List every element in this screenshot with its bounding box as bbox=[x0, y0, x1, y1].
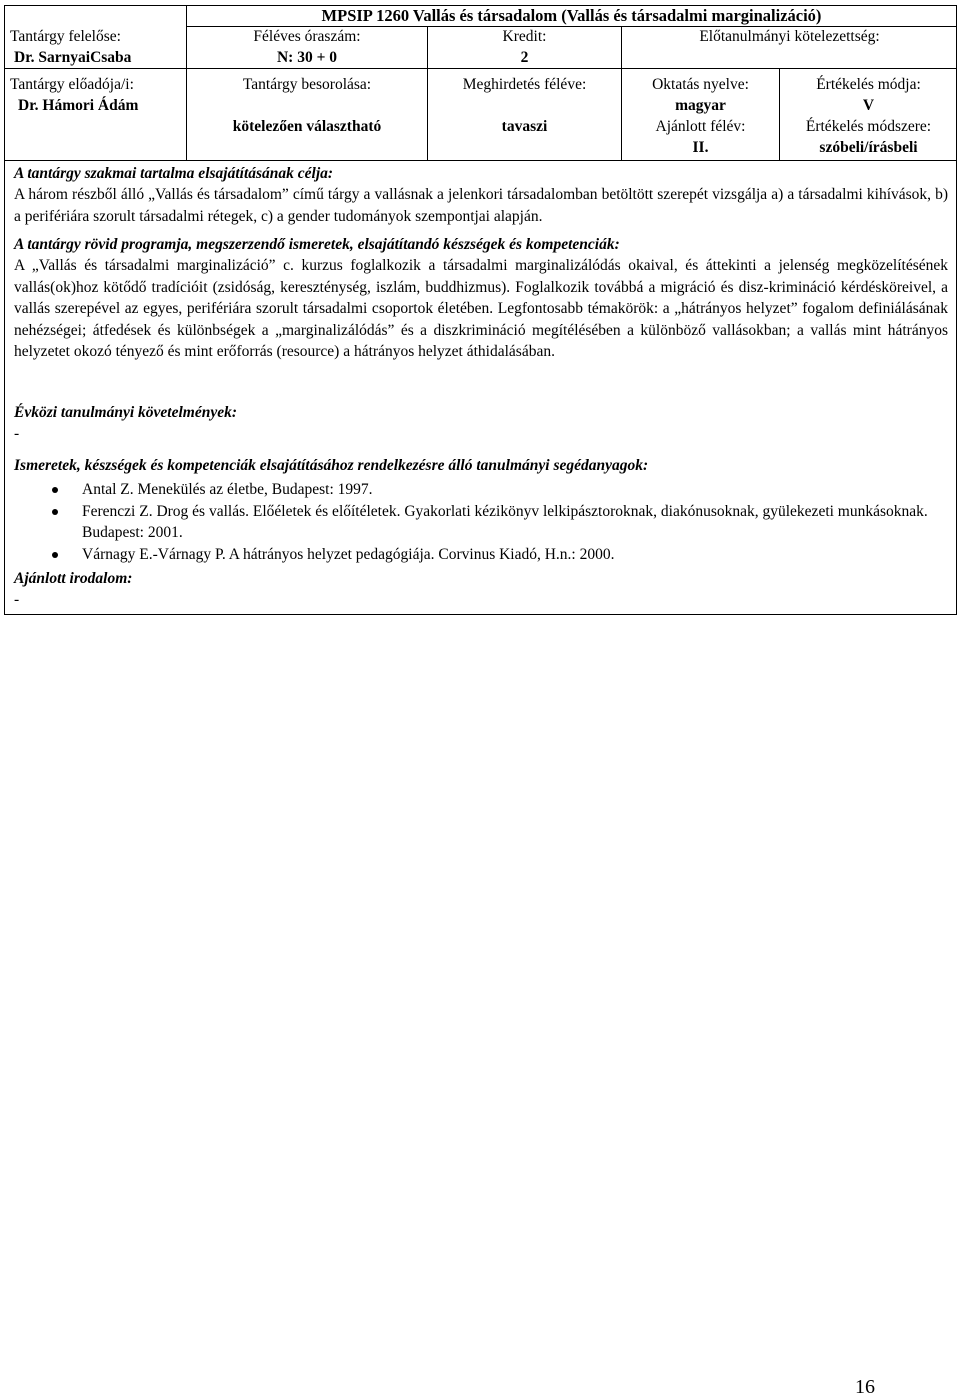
eloado-name: Dr. Hámori Ádám bbox=[18, 97, 139, 114]
segedanyagok-section bbox=[14, 455, 948, 565]
ajanlott-felev-value: II. bbox=[692, 139, 709, 156]
list-item bbox=[14, 479, 948, 501]
irodalom-title: Ajánlott irodalom: bbox=[14, 570, 133, 587]
list-item bbox=[14, 501, 948, 544]
felelos-name: Dr. SarnyaiCsaba bbox=[14, 49, 132, 66]
page-number: 16 bbox=[855, 1376, 875, 1398]
nyelv-label: Oktatás nyelve: bbox=[652, 76, 749, 93]
ajanlott-felev-label: Ajánlott félév: bbox=[655, 118, 746, 135]
evkozi-section bbox=[14, 402, 948, 444]
segedanyagok-list bbox=[14, 479, 948, 565]
eloado-label: Tantárgy előadója/i: bbox=[10, 76, 134, 93]
kredit-value: 2 bbox=[520, 49, 529, 66]
celja-title: A tantárgy szakmai tartalma elsajátításának célja: bbox=[14, 165, 334, 182]
elotan-label: Előtanulmányi kötelezettség: bbox=[699, 28, 880, 45]
list-item-text: Várnagy E.-Várnagy P. A hátrányos helyzet pedagógiája. Corvinus Kiadó, H.n.: 2000. bbox=[82, 545, 615, 563]
irodalom-section bbox=[14, 568, 948, 610]
evkozi-value: - bbox=[14, 425, 20, 442]
program-text: A „Vallás és társadalmi marginalizáció” c. kurzus foglalkozik a társadalmi marginalizálódás okaival, és áttekinti a jelenség megközelítésének vallás(ok)hoz kötődő tradícióit (zsidóság, kereszténység, iszlám, buddhizmus). Foglalkozik továbbá a migráció és disz-krimináció kérdésköreivel, a vallás szerepével az egyes, perifériára szorult társadalmi csoportok életében. Legfontosabb témakörök: a „hátrányos helyzet” fogalom definiálásának nehézségei; átfedések és különbségek a „marginalizálódás” és a diszkrimináció megítélésében a különböző vallásokban; a vallás mint hátrányos helyzetet okozó tényező és mint erőforrás (resource) a hátrányos helyzet áthidalásában. bbox=[14, 257, 948, 360]
celja-text: A három részből álló „Vallás és társadalom” című tárgy a vallásnak a jelenkori társadalomban betöltött szerepét vizsgálja a) a társadalmi kihívások, b) a perifériára szorult társadalmi rétegek, c) a gender tudományok szempontjai alapján. bbox=[14, 186, 948, 225]
segedanyagok-title: Ismeretek, készségek és kompetenciák elsajátításához rendelkezésre álló tanulmányi segédanyagok: bbox=[14, 457, 649, 474]
ertekeles-modszer-label: Értékelés módszere: bbox=[805, 118, 932, 135]
oraszam-label: Féléves óraszám: bbox=[253, 28, 361, 45]
nyelv-value: magyar bbox=[675, 97, 726, 114]
besorolas-label: Tantárgy besorolása: bbox=[242, 76, 372, 93]
bullet-icon bbox=[52, 509, 58, 515]
bullet-icon bbox=[52, 487, 58, 493]
irodalom-value: - bbox=[14, 591, 20, 608]
program-section bbox=[14, 234, 948, 363]
oraszam-value: N: 30 + 0 bbox=[276, 49, 338, 66]
ertekeles-mod-label: Értékelés módja: bbox=[816, 76, 921, 93]
ertekeles-mod-value: V bbox=[862, 97, 875, 114]
list-item-text: Ferenczi Z. Drog és vallás. Előéletek és előítéletek. Gyakorlati kézikönyv lelkipásztoroknak, diakónusoknak, gyülekezeti munkásoknak. Budapest: 2001. bbox=[82, 502, 928, 541]
felelos-label: Tantárgy felelőse: bbox=[10, 28, 121, 45]
ertekeles-modszer-value: szóbeli/írásbeli bbox=[819, 139, 918, 156]
grid-line bbox=[4, 160, 957, 161]
meghirdetes-label: Meghirdetés féléve: bbox=[462, 76, 587, 93]
celja-section bbox=[14, 163, 948, 227]
list-item-text: Antal Z. Menekülés az életbe, Budapest: 1997. bbox=[82, 481, 373, 498]
course-title: MPSIP 1260 Vallás és társadalom (Vallás és társadalmi marginalizáció) bbox=[321, 6, 822, 25]
kredit-label: Kredit: bbox=[502, 28, 547, 45]
evkozi-title: Évközi tanulmányi követelmények: bbox=[14, 404, 238, 421]
besorolas-value: kötelezően választható bbox=[232, 118, 382, 135]
program-title: A tantárgy rövid programja, megszerzendő ismeretek, elsajátítandó készségek és kompetenciák: bbox=[14, 236, 620, 253]
list-item bbox=[14, 544, 948, 566]
bullet-icon bbox=[52, 552, 58, 558]
meghirdetes-value: tavaszi bbox=[501, 118, 548, 135]
